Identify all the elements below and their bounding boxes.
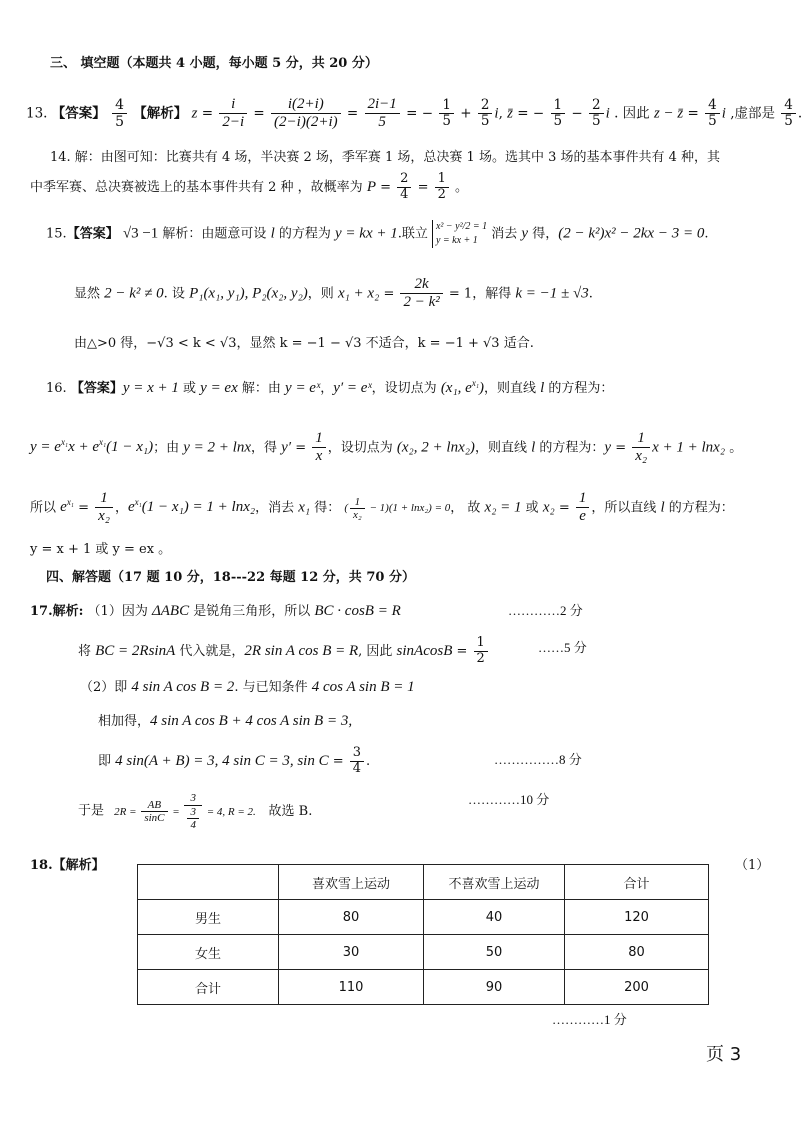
table-cell: 合计 [138,970,279,1005]
table-cell: 120 [565,900,709,935]
q14-line1: 14. 解：由图可知：比赛共有 4 场，半决赛 2 场，季军赛 1 场，总决赛 1 场。选其中 3 场的基本事件共有 4 种，其 [50,150,721,165]
table-cell: 女生 [138,935,279,970]
q17-line6: 于是 2R = $\frac{AB}{\sin C}$ = $\frac{3}{\frac{3}{4}}$ = 4, R = 2. 故选 B. [78,792,313,832]
q15-line3: 由△>0 得，−√3 < k < √3，显然 k = −1 − √3 不适合，k = −1 + √3 适合. [74,336,534,351]
q13-number: 13. [26,105,48,122]
q14-line2: 中季军赛、总决赛被选上的基本事件共有 2 种 ，故概率为 P = $\frac{2}{4}$ = $\frac{1}{2}$ 。 [30,171,469,202]
table-cell: 30 [279,935,424,970]
table-cell: 40 [424,900,565,935]
table-cell: 合计 [565,865,709,900]
contingency-table [137,864,709,1005]
q13-analysis-tag: 【解析】 [133,105,188,122]
q17-line3: （2）即 4 sin A cos B = 2. 与已知条件 4 cos A sin B = 1 [80,679,415,695]
q15-line1: 15.【答案】 √3 −1 解析：由题意可设 l 的方程为 y = kx + 1.联立 x² − y²/2 = 1 y = kx + 1 消去 y 得，(2 − k²)x² − 2kx − 3 = 0. [46,221,709,246]
table-cell: 80 [279,900,424,935]
table-cell: 200 [565,970,709,1005]
table-cell: 不喜欢雪上运动 [424,865,565,900]
table-cell: 喜欢雪上运动 [279,865,424,900]
q18-part-label: （1） [735,858,770,873]
section-3-title: 三、 填空题（本题共 4 小题，每小题 5 分，共 20 分） [50,56,378,71]
table-row [138,900,709,935]
q16-line4: y = x + 1 或 y = ex 。 [30,542,172,557]
q17-line2: 将 BC = 2RsinA 代入就是，2R sin A cos B = R, 因此 sinAcosB = $\frac{1}{2}$ [78,636,490,667]
q16-line1: 16. 【答案】y = x + 1 或 y = ex 解：由 y = eˣ，y′ = eˣ，设切点为 (x₁, $e^{x_1}$)，则直线 l 的方程为： [46,378,614,396]
page-number: 页 3 [706,1044,742,1065]
table-row [138,970,709,1005]
q17-score3: ……………8 分 [494,752,582,767]
q17-line1: 17.解析: （1）因为 ΔABC 是锐角三角形，所以 BC · cosB = R [30,603,401,619]
q16-line2: $y = e^{x_1}x + e^{x_1}(1 - x_1)$；由 y = 2 + lnx，得 y′ = $\frac{1}{x}$ ，设切点为 (x₂, 2 + lnx₂)，则直线 l 的方程为：y = $\frac{1}{\text{x₂}}$ x + 1 + lnx₂ 。 [30,430,743,465]
table-cell: 80 [565,935,709,970]
table-cell: 90 [424,970,565,1005]
q15-line2: 显然 2 − k² ≠ 0. 设 P₁(x₁, y₁), P₂(x₂, y₂)，则 x₁ + x₂ = $\frac{2k}{\text{2 − k²}}$ = 1，解得 k = −1 ± √3. [74,276,593,311]
q16-line3: 所以 $e^{x_1}$ = $\frac{1}{\text{x₂}}$ ，$e^{x_1}(1 - x_1) = 1 + \ln x_2$，消去 x₁ 得： ( $\frac{1}{\text{x₂}}$ − 1)(1 + lnx₂) = 0， 故 x₂ = 1 或 x₂ = $\frac{1}{e}$ ，所以直线 l 的方程为： [30,490,734,525]
table-cell: 110 [279,970,424,1005]
q17-score1: …………2 分 [508,603,583,618]
q17-score4: …………10 分 [468,792,550,807]
table-cell [138,865,279,900]
q17-line4: 相加得，4 sin A cos B + 4 cos A sin B = 3, [98,713,353,729]
q18-heading: 18.【解析】 [30,858,105,873]
table-cell: 50 [424,935,565,970]
q17-line5: 即 4 sin(A + B) = 3, 4 sin C = 3, sin C = $\frac{3}{4}$ . [98,745,371,776]
table-cell: 男生 [138,900,279,935]
q13-answer-tag: 【答案】 [51,105,106,122]
table-row [138,935,709,970]
section-4-title: 四、解答题（17 题 10 分，18---22 每题 12 分，共 70 分） [46,570,415,585]
q17-score2: ……5 分 [538,640,587,655]
q13-block: 13. 【答案】 $\frac{4}{5}$ 【解析】 z = $\frac{i}{2-i}$ = $\frac{i(2+i)}{(2-i)(2+i)}$ = $\frac{2i-1}{5}$ = − $\frac{1}{5}$ + $\frac{2}{5}$ i, z̄ = − $\frac{1}{5}$ − $\frac{2}{5}$ i . 因此 z − z̄ = $\frac{4}{5}$ i ,虚部是 $\frac{4}{5}$ . [26,96,802,131]
q18-score: …………1 分 [552,1012,627,1027]
table-header-row [138,865,709,900]
